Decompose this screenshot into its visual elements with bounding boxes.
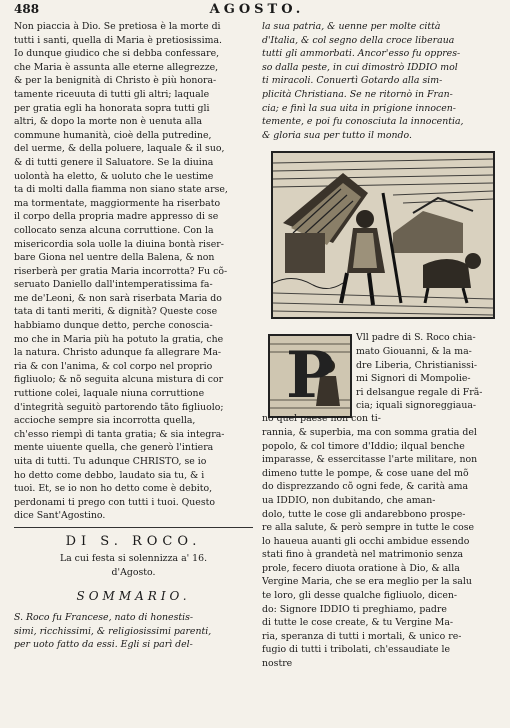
- drop-cap-letter: P: [285, 338, 335, 414]
- text-line: Vll padre di S. Roco chia-: [356, 332, 476, 344]
- text-line: & per la benignità di Christo è più honora-: [14, 75, 217, 87]
- text-line: & di tutti genere il Saluatore. Se la diuina: [14, 156, 214, 168]
- feast-date-note: [14, 552, 253, 579]
- left-body-text: [14, 20, 253, 523]
- text-line: te loro, gli desse qualche figliuolo, dicen-: [262, 590, 458, 602]
- text-line: mo che in Maria più ha potuto la gratia, che: [14, 333, 224, 345]
- text-line: figliuolo; & nõ seguita alcuna mistura di cor: [14, 374, 224, 386]
- text-line: ri delsangue regale di Frã-: [356, 386, 483, 398]
- text-line: prole, fecero diuota oratione à Dio, & alla: [262, 562, 460, 574]
- sommario-line: S. Roco fu Francese, nato di honestis-: [14, 612, 194, 624]
- text-line: ua IDDIO, non dubitando, che aman-: [262, 494, 436, 506]
- text-line: do: Signore IDDIO ti preghiamo, padre: [262, 603, 447, 615]
- text-line: uolontà ha eletto, & uoluto che le uestime: [14, 170, 214, 182]
- page-number: 488: [14, 2, 40, 16]
- text-line: la natura. Christo adunque fa allegrare Ma-: [14, 347, 222, 359]
- decorated-initial: [268, 334, 352, 418]
- sommario-title: SOMMARIO.: [76, 589, 191, 604]
- text-line: del uerme, & della poluere, laquale & il suo,: [14, 143, 225, 155]
- summary-line: temente, e poi fu conosciuta la innocentia,: [262, 116, 464, 128]
- text-line: riserberà per gratia Maria incorrotta? Fu cõ-: [14, 265, 228, 277]
- summary-line: plicità Christiana. Se ne ritornò in Fran-: [262, 88, 453, 100]
- text-line: d'integrità seguitò partorendo tãto figliuolo;: [14, 401, 224, 413]
- feast-line: d'Agosto.: [111, 566, 156, 578]
- text-line: ma tormentate, maggiormente ha riserbato: [14, 197, 221, 209]
- feast-line: La cui festa si solennizza a' 16.: [59, 552, 208, 564]
- running-title: AGOSTO.: [209, 2, 305, 17]
- text-line: me de'Leoni, & non sarà riserbata Maria do: [14, 292, 222, 304]
- text-line: ta di molti dalla fiamma non siano state arse,: [14, 184, 228, 196]
- text-line: fugio di tutti i tribolati, ch'essaudiate le: [262, 644, 451, 656]
- text-line: cia; iquali signoreggiaua-: [356, 400, 477, 412]
- text-line: nostre: [262, 658, 293, 670]
- text-line: Vergine Maria, che se era meglio per la salu: [262, 576, 472, 588]
- left-column: [14, 20, 253, 652]
- text-line: do disprezzando cõ ogni fede, & carità ama: [262, 481, 469, 493]
- text-line: collocato senza alcuna corruttione. Con la: [14, 224, 214, 236]
- text-line: re alla salute, & però sempre in tutte le cose: [262, 522, 475, 534]
- summary-line: la sua patria, & uenne per molte città: [262, 21, 441, 32]
- text-line: dre Liberia, Christianissi-: [356, 359, 478, 371]
- text-line: bare Giona nel uentre della Balena, & non: [14, 252, 215, 264]
- text-line: misericordia sola uolle la diuina bontà riser-: [14, 238, 224, 250]
- right-body-text: [262, 412, 502, 670]
- text-line: no quel paese non con ti-: [262, 413, 381, 425]
- text-line: mato Giouanni, & la ma-: [356, 345, 472, 357]
- text-line: tuoi. Et, se io non ho detto come è debito,: [14, 483, 213, 495]
- text-line: ch'esso riempì di tanta gratia; & sia integra-: [14, 428, 225, 440]
- summary-line: tutti gli ammorbati. Ancor'esso fu oppres-: [262, 48, 461, 60]
- right-summary-text: [262, 20, 502, 142]
- text-line: ruttione colei, laquale niuna corruttione: [14, 388, 205, 400]
- text-line: habbiamo dunque detto, perche conoscia-: [14, 320, 213, 332]
- text-line: dolo, tutte le cose gli andarebbono prospe-: [262, 508, 466, 520]
- text-line: di tutte le cose create, & tu Vergine Ma-: [262, 617, 454, 629]
- text-line: tutti i santi, quella di Maria è pretiosissima.: [14, 34, 222, 46]
- text-line: per gratia egli ha honorata sopra tutti gli: [14, 102, 210, 114]
- text-line: uita di tutti. Tu adunque CHRISTO, se io: [14, 456, 207, 467]
- text-line: ria, speranza di tutti i mortali, & unico re-: [262, 630, 462, 642]
- text-line: seruato Daniello dall'intemperatissima fa-: [14, 279, 213, 291]
- chapter-opening: [262, 331, 502, 670]
- summary-line: & gloria sua per tutto il mondo.: [262, 129, 412, 141]
- text-line: lo haueua auanti gli occhi ambidue essendo: [262, 535, 470, 547]
- summary-line: so dalla peste, in cui dimostrò IDDIO mol: [262, 61, 458, 73]
- text-line: rannia, & superbia, ma con somma gratia del: [262, 426, 477, 438]
- summary-line: d'Italia, & col segno della croce liberaua: [262, 34, 455, 46]
- sommario-line: per uoto fatto da essi. Egli si parì del-: [14, 639, 193, 651]
- text-line: popolo, & col timore d'Iddio; ilqual benche: [262, 440, 465, 452]
- page-header: [14, 2, 500, 18]
- text-line: ho detto come debbo, laudato sia tu, & i: [14, 469, 205, 481]
- woodcut-illustration: [271, 151, 495, 319]
- text-line: dice Sant'Agostino.: [14, 510, 106, 522]
- sommario-text: [14, 611, 253, 652]
- summary-line: ti miracoli. Conuertì Gotardo alla sim-: [262, 75, 443, 87]
- text-line: dimeno tutte le pompe, & cose uane del mõ: [262, 467, 469, 479]
- text-line: perdonami ti prego con tutti i tuoi. Questo: [14, 496, 216, 508]
- section-title: DI S. ROCO.: [65, 533, 202, 549]
- summary-line: cia; e finì la sua uita in prigione innocen-: [262, 102, 456, 114]
- text-line: mente uiuente quella, che generò l'intiera: [14, 442, 214, 454]
- sommario-line: simi, ricchissimi, & religiosissimi parenti,: [14, 625, 212, 637]
- opening-text: [356, 331, 502, 413]
- text-line: altri, & dopo la morte non è uenuta alla: [14, 116, 203, 128]
- text-line: Non piaccia à Dio. Se pretiosa è la morte di: [14, 21, 221, 32]
- text-line: stati fino à grandetà nel matrimonio senza: [262, 549, 464, 561]
- text-line: mi Signori di Mompolie-: [356, 373, 471, 385]
- text-line: che Maria è assunta alle eterne allegrezze,: [14, 61, 219, 73]
- text-line: Io dunque giudico che si debba confessare,: [14, 48, 220, 60]
- section-divider: [14, 527, 253, 528]
- text-line: tata di tanti meriti, & dignità? Queste cose: [14, 306, 218, 318]
- right-column: [262, 20, 502, 670]
- text-line: commune humanità, cioè della putredine,: [14, 129, 212, 141]
- text-line: ria & con l'anima, & col corpo nel proprio: [14, 360, 213, 372]
- text-line: tamente riceuuta di tutti gli altri; laquale: [14, 88, 210, 100]
- text-line: imparasse, & essercitasse l'arte militare, non: [262, 454, 478, 466]
- text-line: accioche sempre sia incorrotta quella,: [14, 415, 196, 427]
- text-line: il corpo della propria madre appresso di se: [14, 211, 219, 223]
